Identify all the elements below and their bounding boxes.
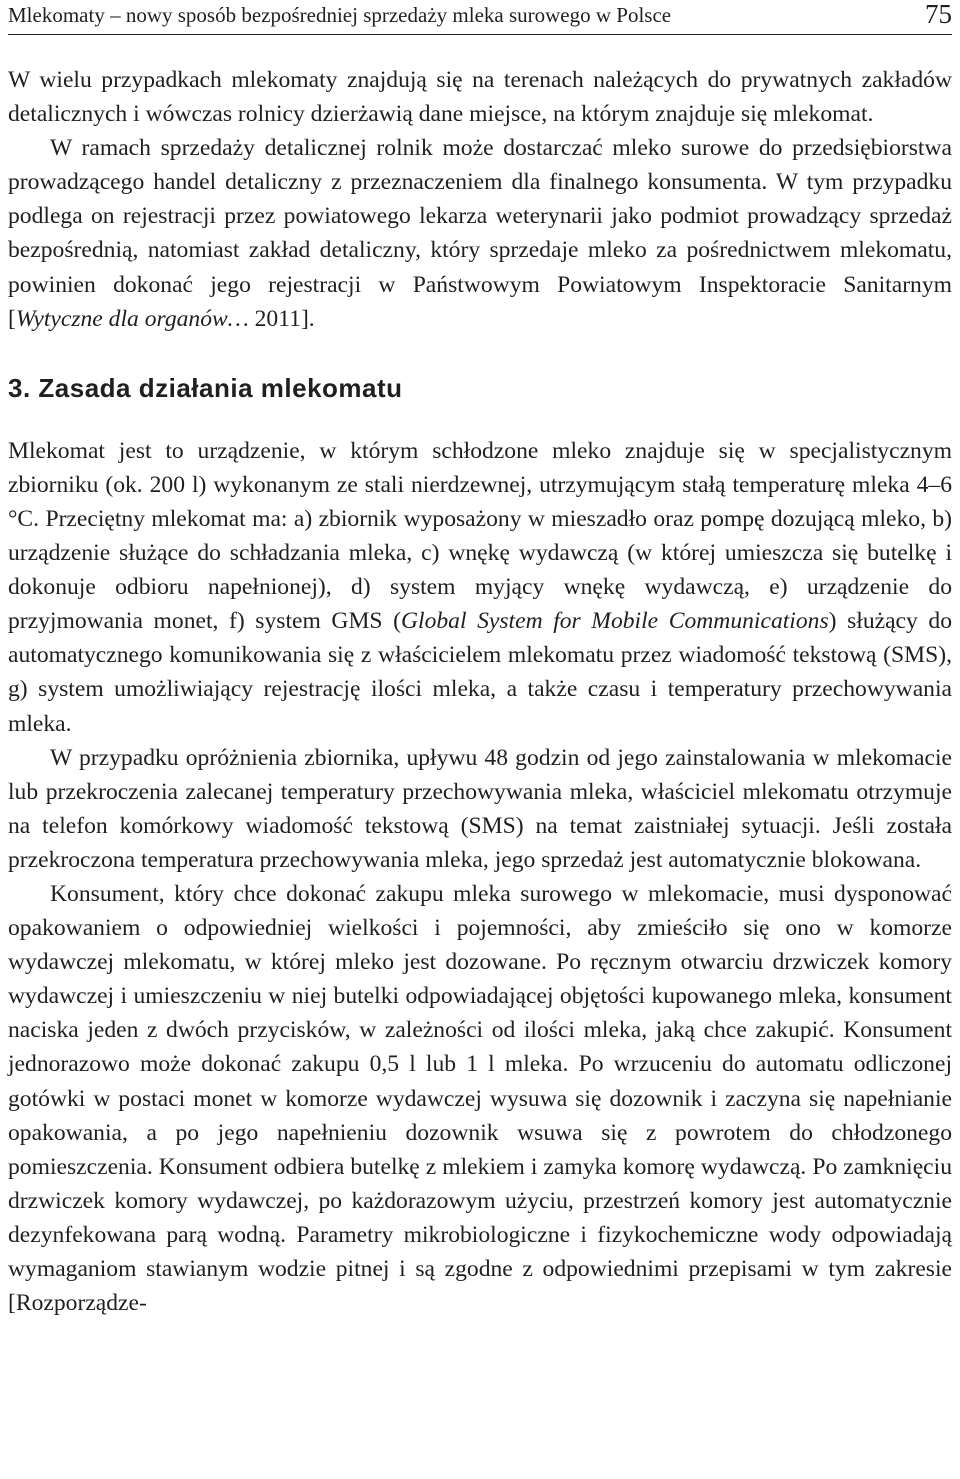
citation-italic: Wytyczne dla organów… <box>15 305 249 332</box>
page-number: 75 <box>925 0 952 29</box>
section-heading: 3. Zasada działania mlekomatu <box>8 372 403 403</box>
paragraph: W wielu przypadkach mlekomaty znajdują się na terenach należących do prywatnych zakładów detalicznych i wówczas rolnicy dzierżawią dane miejsce, na którym znajduje się mlekomat. <box>8 67 952 128</box>
running-title: Mlekomaty – nowy sposób bezpośredniej sprzedaży mleka surowego w Polsce <box>8 3 672 27</box>
paragraph: W ramach sprzedaży detalicznej rolnik może dostarczać mleko surowe do przedsiębiorstwa prowadzącego handel detaliczny z przeznaczeniem dla finalnego konsumenta. W tym przypadku podlega on rejestracji przez powiatowego lekarza weterynarii jako podmiot prowadzący sprzedaż bezpośrednią, natomiast zakład detaliczny, który sprzedaje mleko za pośrednictwem mlekomatu, powinien dokonać jego rejestracji w Państwowym Powiatowym Inspektoracie Sanitarnym [Wytyczne dla organów… 2011]. <box>8 135 952 332</box>
paragraph: Konsument, który chce dokonać zakupu mleka surowego w mlekomacie, musi dysponować opakowaniem o odpowiedniej wielkości i pojemności, aby zmieściło się ono w komorze wydawczej mlekomatu, w której mleko jest dozowane. Po ręcznym otwarciu drzwiczek komory wydawczej i umieszczeniu w niej butelki odpowiadającej objętości kupowanego mleka, konsument naciska jeden z dwóch przycisków, w zależności od ilości mleka, jaką chce zakupić. Konsument jednorazowo może dokonać zakupu 0,5 l lub 1 l mleka. Po wrzuceniu do automatu odliczonej gotówki w postaci monet w komorze wydawczej wysuwa się dozownik i zaczyna się napełnianie opakowania, a po jego napełnieniu dozownik wsuwa się z powrotem do chłodzonego pomieszczenia. Konsument odbiera butelkę z mlekiem i zamyka komorę wydawczą. Po zamknięciu drzwiczek komory wydawczej, po każdorazowym użyciu, przestrzeń komory jest automatycznie dezynfekowana parą wodną. Parametry mikrobiologiczne i fizykochemiczne wody odpowiadają wymaganiom stawianym wodzie pitnej i są zgodne z odpowiednimi przepisami w tym zakresie [Rozporządze- <box>8 880 952 1317</box>
paragraph: W przypadku opróżnienia zbiornika, upływu 48 godzin od jego zainstalowania w mlekomacie lub przekroczenia zalecanej temperatury przechowywania mleka, właściciel mlekomatu otrzymuje na telefon komórkowy wiadomość tekstową (SMS) na temat zaistniałej sytuacji. Jeśli została przekroczona temperatura przechowywania mleka, jego sprzedaż jest automatycznie blokowana. <box>8 744 952 873</box>
body-text <box>8 63 952 1320</box>
gsm-term-italic: Global System for Mobile Communications <box>400 608 829 635</box>
paragraph: Mlekomat jest to urządzenie, w którym schłodzone mleko znajduje się w specjalistycznym zbiorniku (ok. 200 l) wykonanym ze stali nierdzewnej, utrzymującym stałą temperaturę mleka 4–6 °C. Przeciętny mlekomat ma: a) zbiornik wyposażony w mieszadło oraz pompę dozującą mleko, b) urządzenie służące do schładzania mleka, c) wnękę wydawczą (w której umieszcza się butelkę i dokonuje odbioru napełnionej), d) system myjący wnękę wydawczą, e) urządzenie do przyjmowania monet, f) system GMS (Global System for Mobile Communications) służący do automatycznego komunikowania się z właścicielem mlekomatu przez wiadomość tekstową (SMS), g) system umożliwiający rejestrację ilości mleka, a także czasu i temperatury przechowywania mleka. <box>8 437 952 737</box>
running-header <box>8 0 952 35</box>
